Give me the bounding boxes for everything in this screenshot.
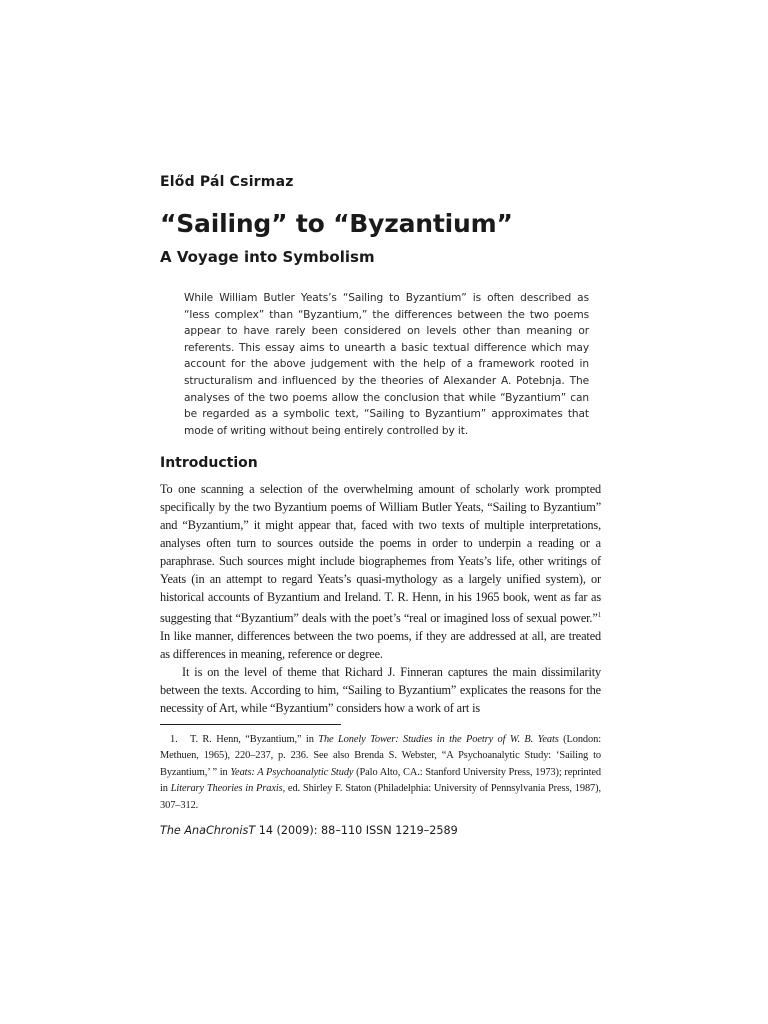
footnote-number: 1.: [170, 734, 178, 745]
footnote: [160, 732, 601, 814]
footnote-book-title: The Lonely Tower: Studies in the Poetry of W. B. Yeats: [318, 734, 559, 745]
footnote-divider: [160, 724, 341, 725]
journal-footer: [160, 824, 458, 837]
body-text: [160, 480, 601, 717]
paragraph-text: To one scanning a selection of the overwhelming amount of scholarly work prompted specifically by the two Byzantium poems of William Butler Yeats, “Sailing to Byzantium” and “Byzantium,” it might appear that, faced with two texts of multiple interpretations, analyses often turn to sources outside the poems in order to underpin a reading or a paraphrase. Such sources might include biographemes from Yeats’s life, other writings of Yeats (in an attempt to regard Yeats’s quasi-mythology as a largely unified system), or historical accounts of Byzantium and Ireland. T. R. Henn, in his 1965 book, went as far as suggesting that “Byzantium” deals with the poet’s “real or imagined loss of sexual power.”: [160, 482, 601, 626]
paragraph-text: In like manner, differences between the two poems, if they are addressed at all, are treated as differences in meaning, reference or degree.: [160, 629, 601, 662]
footnote-text: (London: Methuen, 1965), 220–237, p. 236. See also Brenda S. Webster, “A Psychoanalytic Study: ‘Sailing to Byzantium,’ ” in: [160, 734, 601, 778]
journal-name: The AnaChronisT: [160, 824, 256, 837]
paragraph: [160, 480, 601, 663]
footnote-text: , ed. Shirley F. Staton (Philadelphia: University of Pennsylvania Press, 1987), 307–312.: [160, 783, 601, 811]
article-subtitle: A Voyage into Symbolism: [160, 248, 375, 266]
footnote-text: (Palo Alto, CA.: Stanford University Press, 1973); reprinted in: [160, 766, 601, 795]
footnote-book-title: Literary Theories in Praxis: [170, 783, 283, 795]
journal-citation: 14 (2009): 88–110 ISSN 1219–2589: [255, 824, 458, 837]
paragraph: It is on the level of theme that Richard J. Finneran captures the main dissimilarity between the texts. According to him, “Sailing to Byzantium” explicates the reasons for the necessity of Art, while “Byzantium” considers how a work of art is: [160, 665, 601, 716]
footnote-marker: 1: [597, 611, 601, 619]
abstract: While William Butler Yeats’s “Sailing to Byzantium” is often described as “less complex” than “Byzantium,” the differences between the two poems appear to have rarely been considered on levels other than meaning or referents. This essay aims to unearth a basic textual difference which may account for the above judgement with the help of a framework rooted in structuralism and influenced by the theories of Alexander A. Potebnja. The analyses of the two poems allow the conclusion that while “Byzantium” can be regarded as a symbolic text, “Sailing to Byzantium” approximates that mode of writing without being entirely controlled by it.: [184, 292, 589, 437]
author-name: Előd Pál Csirmaz: [160, 174, 294, 190]
footnote-text: T. R. Henn, “Byzantium,” in: [190, 734, 319, 745]
section-heading: Introduction: [160, 455, 258, 471]
footnote-book-title: Yeats: A Psychoanalytic Study: [230, 766, 354, 778]
article-title: “Sailing” to “Byzantium”: [160, 209, 513, 238]
